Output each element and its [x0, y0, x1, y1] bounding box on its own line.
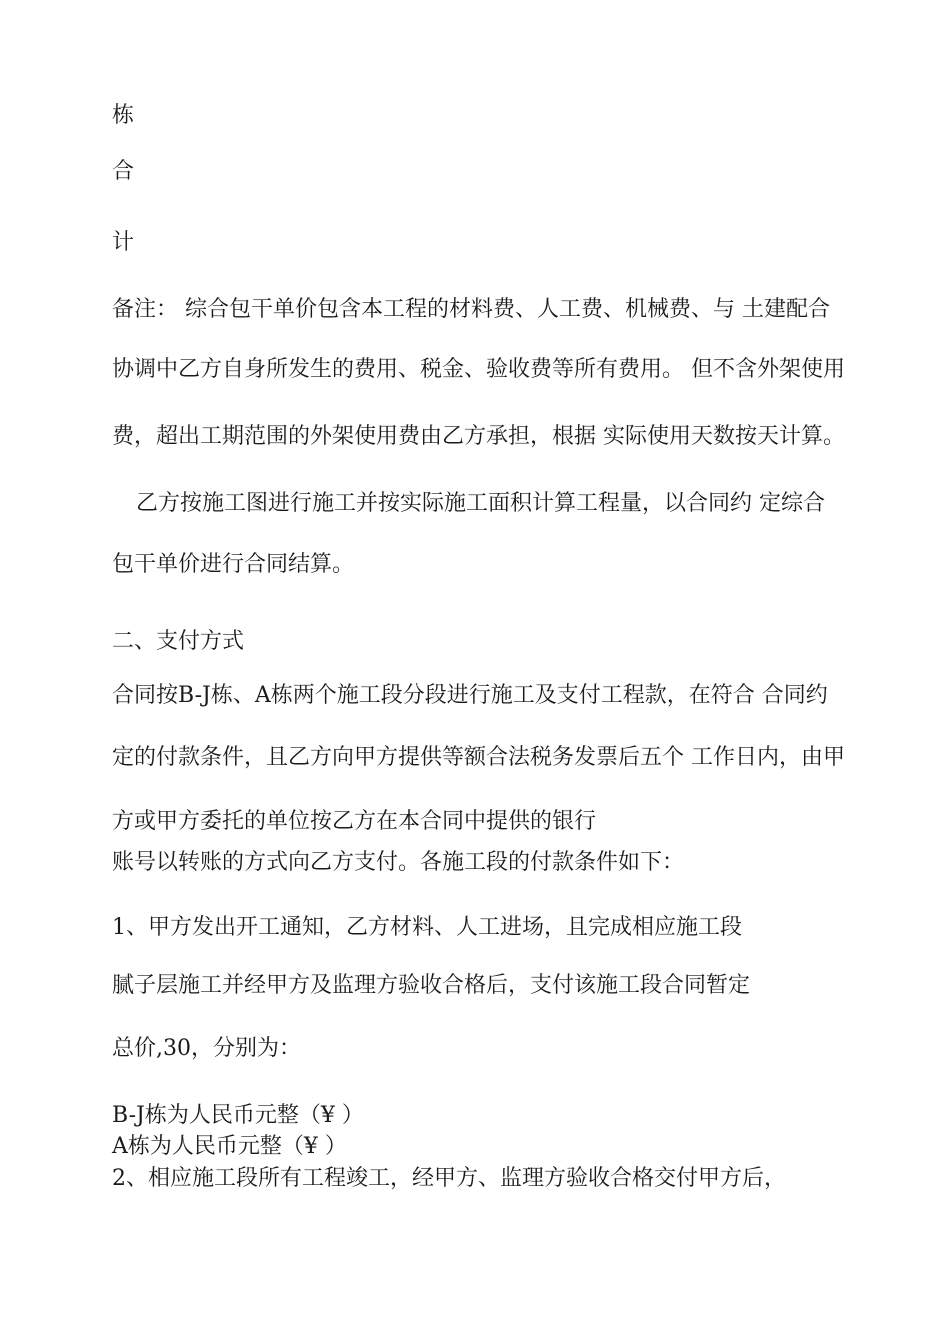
- paragraph-line: 方或甲方委托的单位按乙方在本合同中提供的银行: [112, 809, 597, 834]
- text-line: 计: [112, 230, 135, 255]
- payment-line: B-J栋为人民币元整（¥ ）: [112, 1103, 364, 1128]
- paragraph-line: 备注： 综合包干单价包含本工程的材料费、人工费、机械费、与 土建配合: [112, 297, 830, 322]
- paragraph-line: 协调中乙方自身所发生的费用、税金、验收费等所有费用。 但不含外架使用: [112, 357, 845, 382]
- list-item: 1、甲方发出开工通知，乙方材料、人工进场，且完成相应施工段: [112, 915, 742, 940]
- section-heading: 二、支付方式: [112, 629, 245, 654]
- paragraph-line: 费，超出工期范围的外架使用费由乙方承担，根据 实际使用天数按天计算。: [112, 424, 845, 449]
- paragraph-line: 合同按B-J栋、A栋两个施工段分段进行施工及支付工程款，在符合 合同约: [112, 683, 828, 708]
- text-line: 合: [112, 159, 135, 184]
- payment-line: A栋为人民币元整（¥ ）: [112, 1134, 347, 1159]
- paragraph-line: 账号以转账的方式向乙方支付。各施工段的付款条件如下：: [112, 850, 685, 875]
- text-line: 栋: [112, 103, 135, 128]
- list-item: 2、相应施工段所有工程竣工，经甲方、监理方验收合格交付甲方后，: [112, 1166, 786, 1191]
- paragraph-line: 定的付款条件，且乙方向甲方提供等额合法税务发票后五个 工作日内，由甲: [112, 745, 845, 770]
- paragraph-line: 包干单价进行合同结算。: [112, 552, 355, 577]
- paragraph-line: 乙方按施工图进行施工并按实际施工面积计算工程量，以合同约 定综合: [136, 491, 825, 516]
- paragraph-line: 总价,30，分别为：: [112, 1036, 301, 1061]
- paragraph-line: 腻子层施工并经甲方及监理方验收合格后，支付该施工段合同暂定: [112, 973, 751, 998]
